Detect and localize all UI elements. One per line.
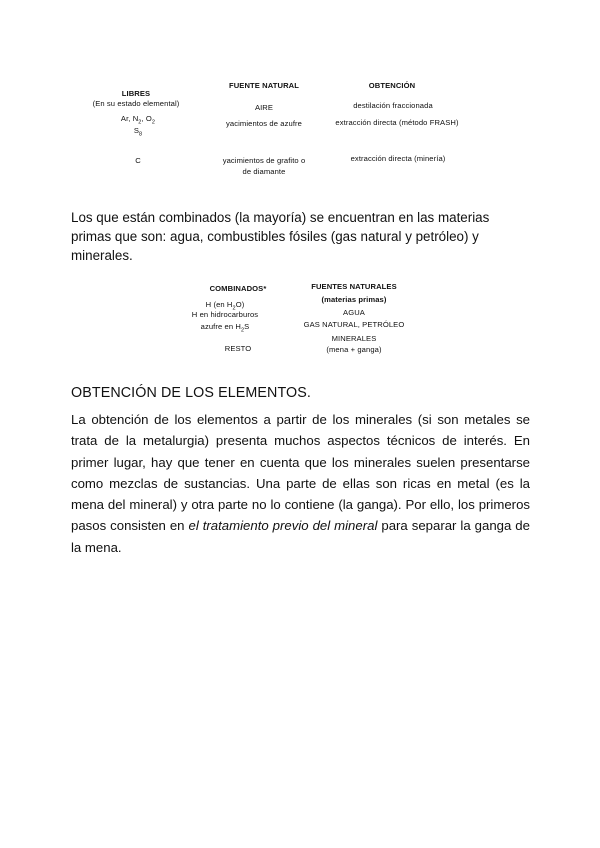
libre-cell: S <box>133 126 139 135</box>
fuente-cell: GAS NATURAL, PETRÓLEO <box>303 320 405 329</box>
libres-subtitle: (En su estado elemental) <box>92 99 180 108</box>
italic-phrase: el tratamiento previo del mineral <box>188 518 378 534</box>
intro-paragraph: Los que están combinados (la mayoría) se encuentran en las materias primas que son: agua, combustibles fósiles (gas natural y petróleo) y minerales. <box>71 210 490 263</box>
libre-cell: Ar, N <box>120 114 139 123</box>
fuente-cell: AIRE <box>254 103 274 112</box>
table-row: H (en $H_2O$) <box>205 300 245 312</box>
header-libres: LIBRES <box>121 89 151 98</box>
combinado-cell: H en hidrocarburos <box>191 310 259 319</box>
combinado-cell: azufre en H <box>200 322 241 331</box>
fuente-cell: (mena + ganga) <box>326 345 382 354</box>
table-row: $S_8$ <box>133 126 143 138</box>
body-paragraph: La obtención de los elementos a partir de los minerales (si son metales se trata de la metalurgia) presenta muchos aspectos técnicos de interés. En primer lugar, hay que tener en cuenta que los minerales suelen presentarse como mezclas de sustancias. Una parte de ellas son ricas en metal (es la mena del mineral) y otra parte no lo contiene (la ganga). Por ello, los primeros pasos consisten en el tratamiento previo del mineral para separar la ganga de la mena. <box>71 412 530 555</box>
libre-cell: C <box>135 156 141 165</box>
fuente-cell: AGUA <box>343 308 365 317</box>
header-combinados: COMBINADOS* <box>209 284 267 293</box>
obtencion-cell: extracción directa (minería) <box>350 154 446 163</box>
fuente-cell: de diamante <box>242 167 286 176</box>
header-obtencion: OBTENCIÓN <box>368 81 416 90</box>
header-fuente-natural: FUENTE NATURAL <box>228 81 300 90</box>
fuente-cell: MINERALES <box>331 334 377 343</box>
combinado-cell: RESTO <box>224 344 252 353</box>
header-materias-primas: (materias primas) <box>321 295 387 304</box>
combinado-cell: H (en H <box>205 300 233 309</box>
fuente-cell: yacimientos de azufre <box>226 119 302 128</box>
section-title: OBTENCIÓN DE LOS ELEMENTOS. <box>71 385 311 401</box>
header-fuentes-naturales: FUENTES NATURALES <box>311 282 397 291</box>
table-row: Ar, $N_2$, $O_2$ <box>120 114 156 126</box>
obtencion-cell: extracción directa (método FRASH) <box>335 118 459 127</box>
table-row: azufre en $H_2S$ <box>200 322 250 334</box>
obtencion-cell: destilación fraccionada <box>353 101 433 110</box>
fuente-cell: yacimientos de grafito o <box>222 156 306 165</box>
